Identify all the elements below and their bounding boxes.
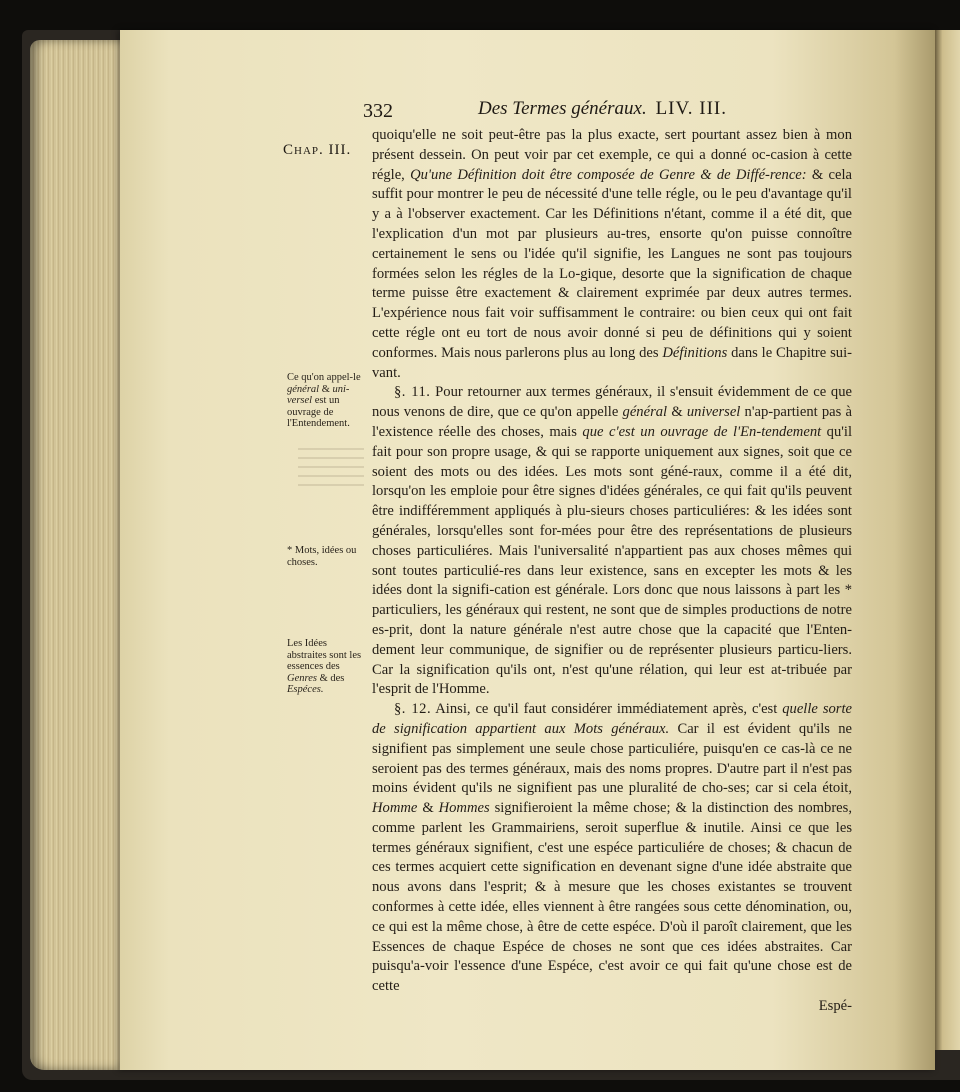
margin-note-mots: * Mots, idées ou choses.: [287, 545, 357, 568]
body-text: [372, 126, 852, 1017]
catchword: Espé-: [818, 998, 852, 1015]
page-number: 332: [363, 100, 393, 122]
book-label: LIV. III.: [655, 98, 727, 119]
section-marker: §. 12.: [394, 701, 432, 718]
margin-note-idees: Les Idées abstraites sont les essences des Genres & des Espéces.: [287, 638, 362, 695]
page-header: [363, 98, 855, 128]
paragraph-12: §. 12. Ainsi, ce qu'il faut considérer immédiatement après, c'est quelle sorte de signification appartient aux Mots généraux. Car il est évident qu'ils ne signifient pas simplement une seule chose particuliére, puisqu'en ce cas-là ce ne seroient pas des termes généraux, mais des noms propres. D'autre part il n'est pas moins évident qu'ils ne signifient pas une pluralité de cho-ses; car si cela étoit, Homme & Hommes signifieroient la même chose; & la distinction des nombres, comme parlent les Grammairiens, seroit superflue & inutile. Ainsi ce que les termes généraux signifient, c'est une espéce particuliére de choses; & chacun de ces termes acquiert cette signification en devenant signe d'une idée abstraite que nous avons dans l'esprit; & à mesure que les choses existantes se trouvent conformes à cette idée, elles viennent à être rangées sous cette dénomination, ou, ce qui est la même chose, à être de cette espéce. D'où il paroît clairement, que les Essences de chaque Espéce de choses ne sont que ces idées abstraites. Car puisqu'a-voir l'essence d'une Espéce, c'est avoir ce qui fait qu'une chose est de cette: [372, 701, 853, 995]
ink-bleed-through: [298, 448, 364, 490]
paragraph-11: §. 11. Pour retourner aux termes généraux, il s'ensuit évidemment de ce que nous venons de dire, que ce qu'on appelle général & universel n'ap-partient pas à l'existence réelle des choses, mais que c'est un ouvrage de l'En-tendement qu'il fait pour son propre usage, & qui se rapporte uniquement aux signes, soit que ce soient des mots ou des idées. Les mots sont géné-raux, comme il a été dit, lorsqu'on les emploie pour être signes d'idées générales, ce qui fait qu'ils peuvent être indifféremment appliqués à plu-sieurs choses particuliéres: & les idées sont générales, lorsqu'elles sont for-mées pour être des représentations de plusieurs choses particuliéres. Mais l'universalité n'appartient pas aux choses mêmes qui sont toutes particulié-res dans leur existence, sans en excepter les mots & les idées dont la signifi-cation est générale. Lors donc que nous laissons à part les * particuliers, les généraux qui restent, ne sont que de simples productions de notre es-prit, dont la nature générale n'est autre chose que la capacité que l'Enten-dement leur communique, de signifier ou de représenter plusieurs particu-liers. Car la signification qu'ils ont, n'est qu'une rélation, qui leur est at-tribuée par l'esprit de l'Homme.: [372, 384, 853, 698]
paragraph-1: quoiqu'elle ne soit peut-être pas la plus exacte, sert pourtant assez bien à mon présent dessein. On peut voir par cet exemple, ce qui a donné oc-casion à cette régle, Qu'une Définition doit être composée de Genre & de Diffé-rence: & cela suffit pour montrer le peu de nécessité d'une telle régle, ou le peu d'avantage qu'il y a à l'observer exactement. Car les Définitions n'étant, comme il a été dit, que l'explication d'un mot par plusieurs au-tres, ensorte qu'on puisse connoître certainement le sens ou l'idée qu'il signifie, les Langues ne sont pas toujours formées selon les régles de la Lo-gique, desorte que la signification de chaque terme puisse être exactement & clairement exprimée par deux autres termes. L'expérience nous fait voir suffisamment le contraire: ou bien ceux qui ont fait cette régle ont eu tort de nous avoir donné si peu de définitions qui y soient conformes. Mais nous parlerons plus au long des Définitions dans le Chapitre sui-vant.: [372, 127, 853, 381]
running-title: Des Termes généraux.: [478, 98, 647, 119]
section-marker: §. 11.: [394, 384, 431, 401]
facing-page-edge: [935, 30, 960, 1050]
margin-note-general: Ce qu'on appel-le général & uni-versel est un ouvrage de l'Entendement.: [287, 372, 361, 429]
chapter-label: Chap. III.: [283, 142, 352, 158]
page-edges: [30, 40, 125, 1070]
